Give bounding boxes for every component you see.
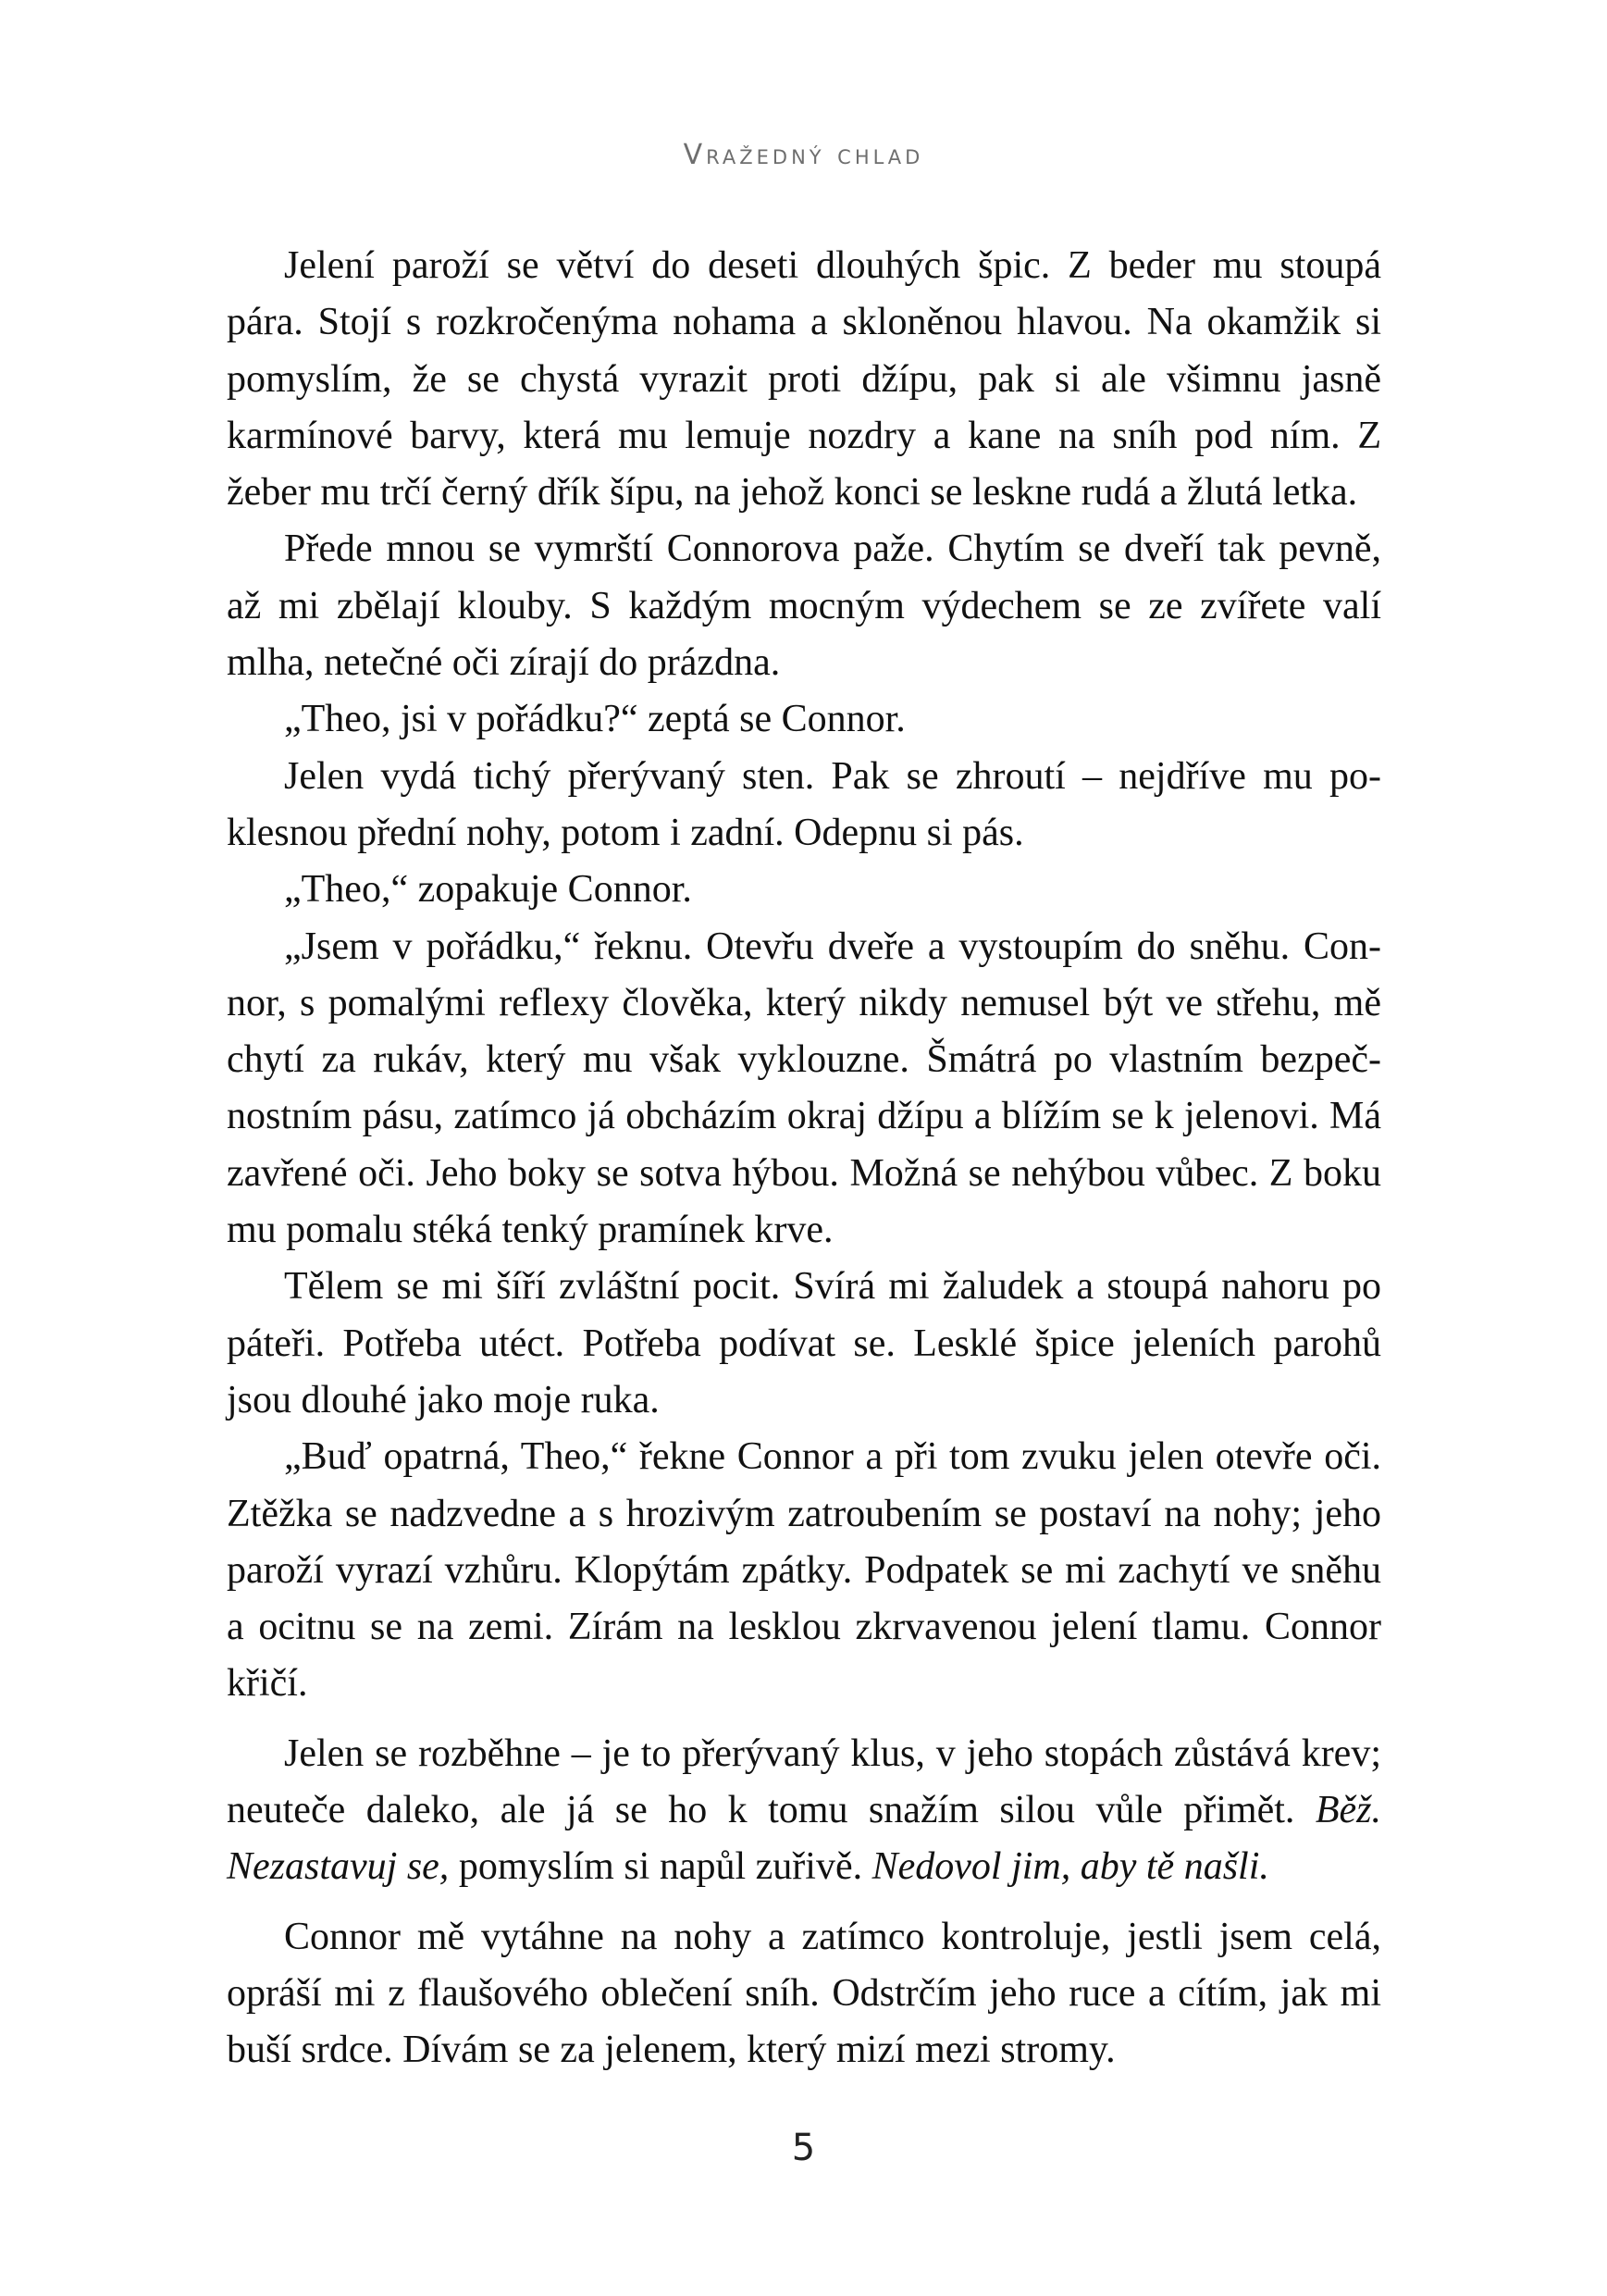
paragraph: Jelení paroží se větví do deseti dlouhých špic. Z beder mu stoupá pára. Stojí s rozkročenýma nohama a skloněnou hlavou. Na okamžik si pomyslím, že se chystá vyrazit proti džípu, pak si ale všimnu jasně karmínové barvy, která mu lemuje nozdry a kane na sníh pod ním. Z žeber mu trčí černý dřík šípu, na jehož konci se leskne rudá a žlutá letka.	[227, 244, 1381, 515]
page-number: 5	[791, 2127, 816, 2169]
paragraph: „Theo,“ zopakuje Connor.	[284, 868, 692, 912]
body-text	[227, 238, 1381, 2079]
italic-thought: Nedovol jim, aby tě našli.	[871, 1845, 1269, 1889]
paragraph: Přede mnou se vymrští Connorova paže. Chytím se dveří tak pevně, až mi zbělají klouby. S každým mocným výdechem se ze zvířete valí mlha, netečné oči zírají do prázdna.	[227, 527, 1381, 685]
paragraph-text: pomyslím si napůl zuřivě.	[449, 1845, 872, 1889]
paragraph: „Buď opatrná, Theo,“ řekne Connor a při tom zvuku jelen otevře oči. Ztěžka se nadzvedne a s hrozivým zatroubením se postaví na nohy; jeho paroží vyrazí vzhůru. Klopýtám zpátky. Podpatek se mi zachytí ve sněhu a ocitnu se na zemi. Zírám na lesklou zkrvavenou jelení tlamu. Connor křičí.	[227, 1435, 1381, 1706]
paragraph: Connor mě vytáhne na nohy a zatímco kontroluje, jestli jsem celá, opráší mi z flaušového oblečení sníh. Odstrčím jeho ruce a cítím, jak mi buší srdce. Dívám se za jelenem, který mizí mezi stromy.	[227, 1915, 1381, 2072]
paragraph: „Jsem v pořádku,“ řeknu. Otevřu dveře a vystoupím do sněhu. Connor, s pomalými reflexy člověka, který nikdy nemusel být ve střehu, mě chytí za rukáv, který mu však vyklouzne. Šmátrá po vlastním bezpečnostním pásu, zatímco já obcházím okraj džípu a blížím se k jelenovi. Má zavřené oči. Jeho boky se sotva hýbou. Možná se nehýbou vůbec. Z boku mu pomalu stéká tenký pramínek krve.	[227, 925, 1381, 1252]
running-header-title: Vražedný chlad	[683, 139, 924, 171]
paragraph: Tělem se mi šíří zvláštní pocit. Svírá mi žaludek a stoupá nahoru po páteři. Potřeba utéct. Potřeba podívat se. Lesklé špice jeleních parohů jsou dlouhé jako moje ruka.	[227, 1265, 1381, 1421]
paragraph-text: Jelen se rozběhne – je to přerývaný klus, v jeho stopách zůstává krev; neuteče daleko, ale já se ho k tomu snažím silou vůle přimět.	[227, 1731, 1381, 1832]
paragraph: Jelen vydá tichý přerývaný sten. Pak se zhroutí – nejdříve mu poklesnou přední nohy, potom i zadní. Odepnu si pás.	[227, 754, 1381, 854]
italic-thought: Běž. Nezastavuj se,	[227, 1789, 1381, 1889]
paragraph-with-italics	[227, 1726, 1381, 1896]
paragraph: „Theo, jsi v pořádku?“ zeptá se Connor.	[284, 698, 906, 741]
